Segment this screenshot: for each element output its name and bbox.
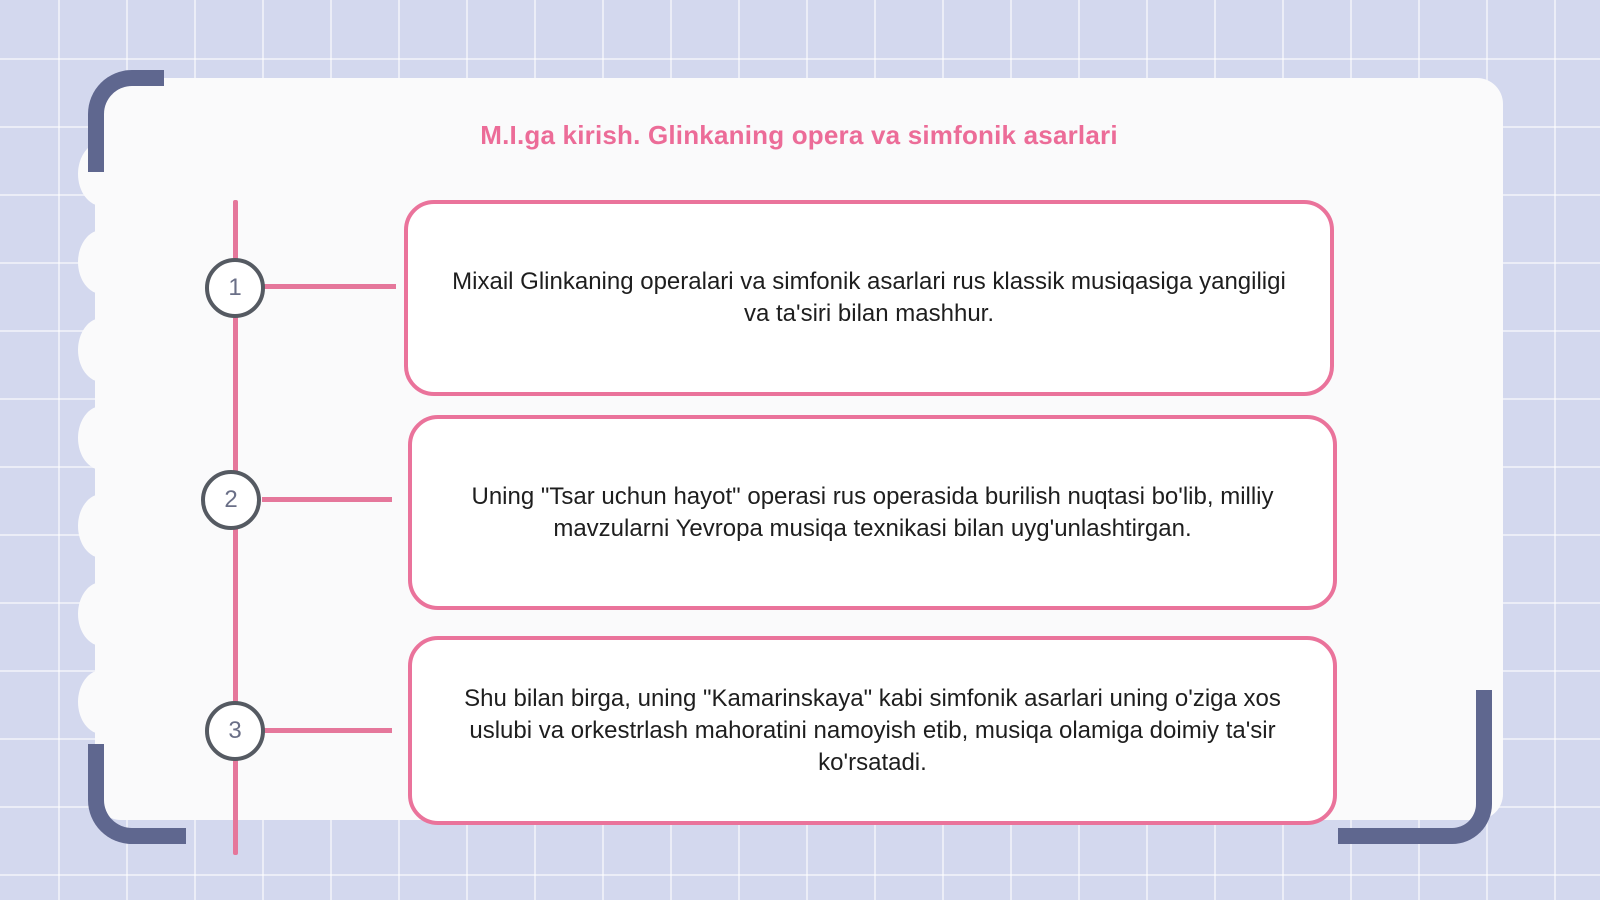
timeline-step-2-badge: 2 — [201, 470, 261, 530]
card-edge-scallop — [78, 230, 126, 294]
timeline-step-2-text: Uning "Tsar uchun hayot" operasi rus operasida burilish nuqtasi bo'lib, milliy mavzularni Yevropa musiqa texnikasi bilan uyg'unlashtirgan. — [471, 482, 1274, 542]
card-edge-scallop — [78, 406, 126, 470]
card-edge-scallop — [78, 318, 126, 382]
timeline-step-3-text: Shu bilan birga, uning "Kamarinskaya" kabi simfonik asarlari uning o'ziga xos uslubi va orkestrlash mahoratini namoyish etib, musiqa olamiga doimiy ta'sir ko'rsatadi. — [464, 684, 1281, 776]
timeline-step-2-box — [408, 415, 1337, 610]
timeline-step-1-text: Mixail Glinkaning operalari va simfonik asarlari rus klassik musiqasiga yangiligi va ta'siri bilan mashhur. — [452, 268, 1286, 327]
slide-title: M.I.ga kirish. Glinkaning opera va simfonik asarlari — [480, 120, 1118, 150]
card-edge-scallop — [78, 582, 126, 646]
timeline-connector — [262, 728, 392, 733]
timeline-step-1-badge: 1 — [205, 258, 265, 318]
timeline-step-3-badge: 3 — [205, 701, 265, 761]
timeline-step-3-box — [408, 636, 1337, 825]
corner-bracket-bottom-right — [1338, 690, 1492, 844]
timeline-connector — [262, 497, 392, 502]
card-edge-scallop — [78, 670, 126, 734]
timeline-step-1-box — [404, 200, 1334, 396]
card-edge-scallop — [78, 494, 126, 558]
corner-bracket-bottom-left — [88, 744, 186, 844]
timeline-connector — [262, 284, 396, 289]
